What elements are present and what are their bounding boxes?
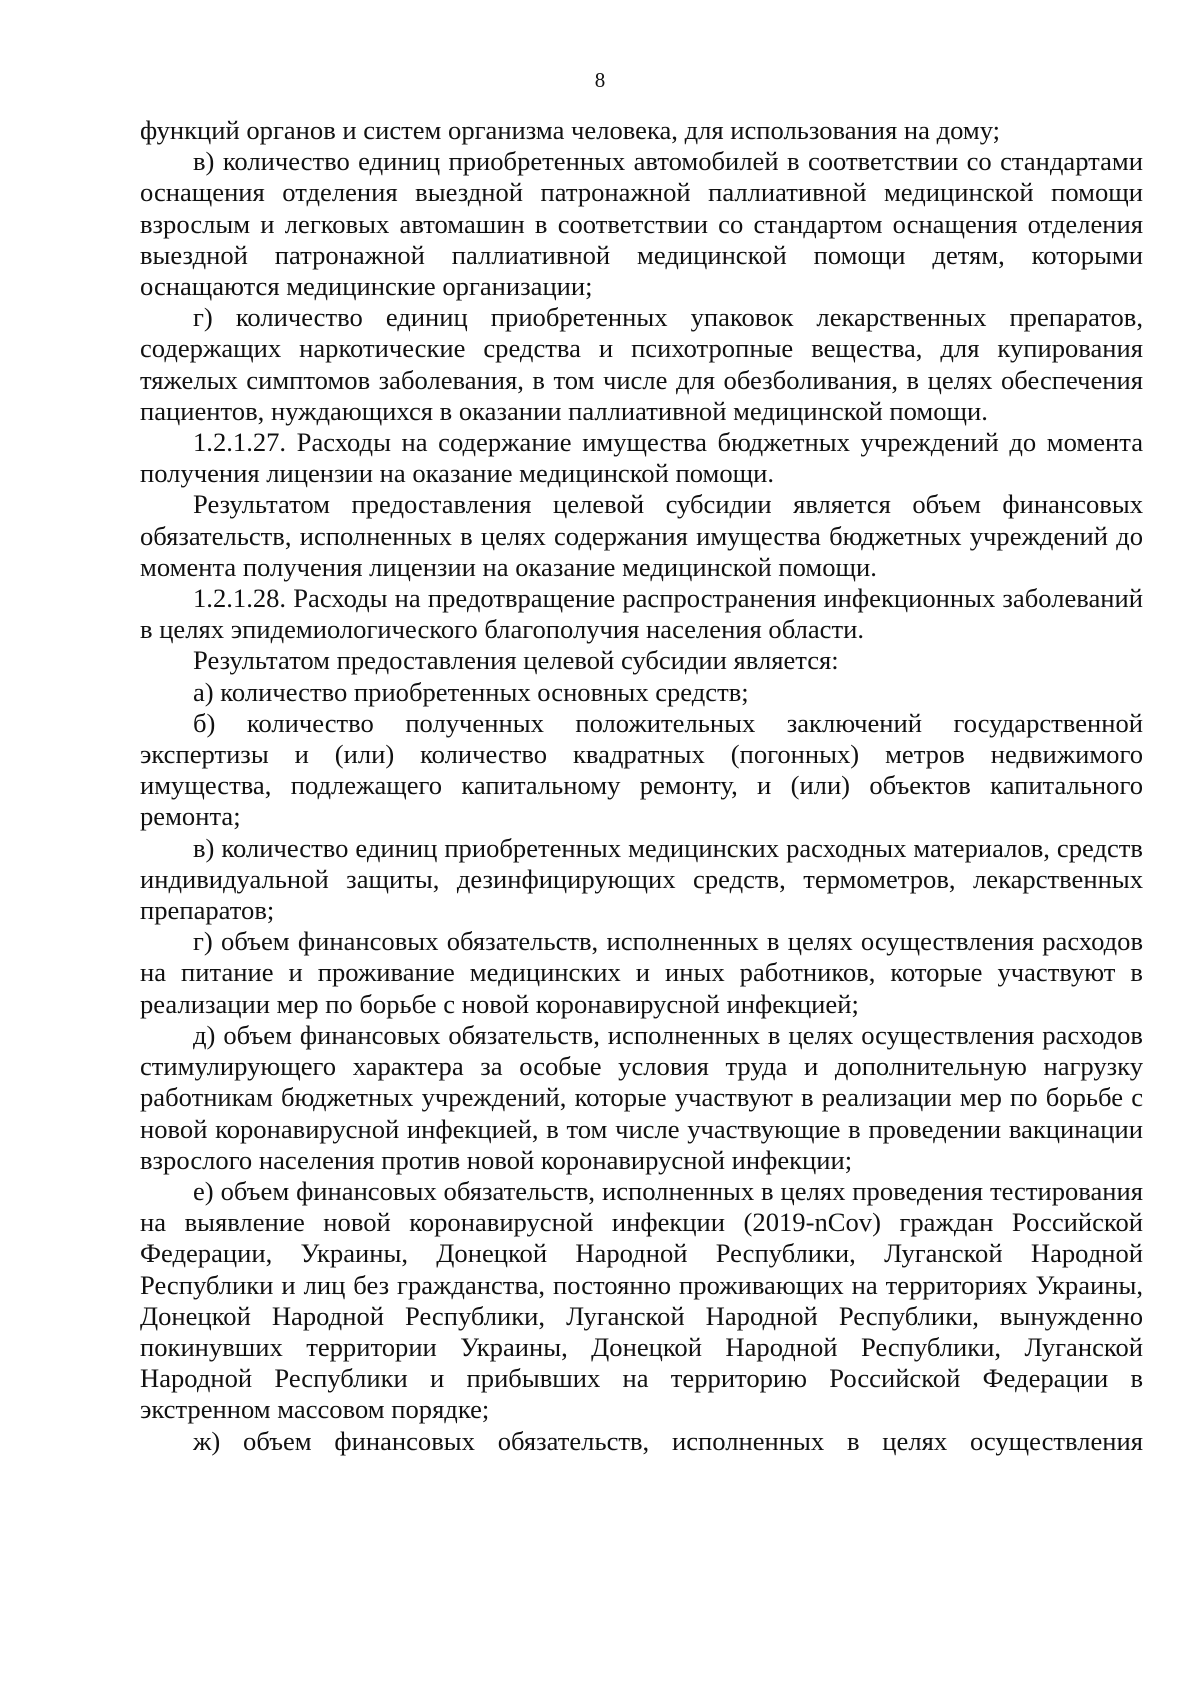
document-body xyxy=(140,115,1143,1457)
list-item-d-incentive-payments: д) объем финансовых обязательств, исполненных в целях осуществления расходов стимулирующего характера за особые условия труда и дополнительную нагрузку работникам бюджетных учреждений, которые участвуют в реализации мер по борьбе с новой коронавирусной инфекцией, в том числе участвующие в проведении вакцинации взрослого населения против новой коронавирусной инфекции; xyxy=(140,1019,1143,1175)
page-number: 8 xyxy=(594,68,606,92)
paragraph-continuation: функций органов и систем организма человека, для использования на дому; xyxy=(140,115,1001,145)
list-item-b-expertise: б) количество полученных положительных заключений государственной экспертизы и (или) количество квадратных (погонных) метров недвижимого имущества, подлежащего капитальному ремонту, и (или) объектов капитального ремонта; xyxy=(140,707,1143,832)
section-1-2-1-28: 1.2.1.28. Расходы на предотвращение распространения инфекционных заболеваний в целях эпидемиологического благополучия населения области. xyxy=(140,583,1143,645)
list-item-g-food-accommodation: г) объем финансовых обязательств, исполненных в целях осуществления расходов на питание и проживание медицинских и иных работников, которые участвуют в реализации мер по борьбе с новой коронавирусной инфекцией; xyxy=(140,926,1143,1019)
list-item-g-narcotic-drugs: г) количество единиц приобретенных упаковок лекарственных препаратов, содержащих наркотические средства и психотропные вещества, для купирования тяжелых симптомов заболевания, в том числе для обезболивания, в целях обеспечения пациентов, нуждающихся в оказании паллиативной медицинской помощи. xyxy=(140,302,1143,426)
result-intro-28: Результатом предоставления целевой субсидии является: xyxy=(193,645,839,676)
list-item-e-testing: е) объем финансовых обязательств, исполненных в целях проведения тестирования на выявление новой коронавирусной инфекции (2019-nCov) граждан Российской Федерации, Украины, Донецкой Народной Республики, Луганской Народной Республики и лиц без гражданства, постоянно проживающих на территориях Украины, Донецкой Народной Республики, Луганской Народной Республики, вынужденно покинувших территории Украины, Донецкой Народной Республики, Луганской Народной Республики и прибывших на территорию Российской Федерации в экстренном массовом порядке; xyxy=(140,1175,1143,1425)
list-item-v-medical-supplies: в) количество единиц приобретенных медицинских расходных материалов, средств индивидуальной защиты, дезинфицирующих средств, термометров, лекарственных препаратов; xyxy=(140,832,1143,926)
list-item-v-vehicles: в) количество единиц приобретенных автомобилей в соответствии со стандартами оснащения отделения выездной патронажной паллиативной медицинской помощи взрослым и легковых автомашин в соответствии со стандартом оснащения отделения выездной патронажной паллиативной медицинской помощи детям, которыми оснащаются медицинские организации; xyxy=(140,146,1143,302)
section-1-2-1-27: 1.2.1.27. Расходы на содержание имущества бюджетных учреждений до момента получения лицензии на оказание медицинской помощи. xyxy=(140,427,1143,489)
list-item-zh-continued: ж) объем финансовых обязательств, исполненных в целях осуществления xyxy=(193,1425,1143,1456)
result-paragraph-27: Результатом предоставления целевой субсидии является объем финансовых обязательств, исполненных в целях содержания имущества бюджетных учреждений до момента получения лицензии на оказание медицинской помощи. xyxy=(140,489,1143,582)
list-item-a-fixed-assets: а) количество приобретенных основных средств; xyxy=(193,676,749,707)
